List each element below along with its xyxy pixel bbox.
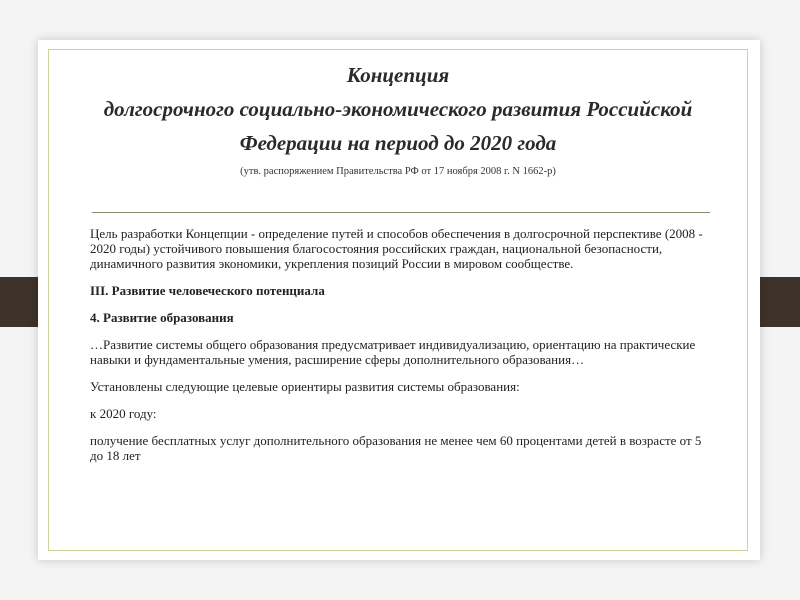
goal-paragraph: Цель разработки Концепции - определение путей и способов обеспечения в долгосрочной перспективе (2008 - 2020 годы) устойчивого повышения благосостояния российских граждан, национальной безопасности, динамичного развития экономики, укрепления позиций России в мировом сообществе.: [90, 226, 703, 271]
section-heading: III. Развитие человеческого потенциала: [90, 283, 325, 298]
title-line-1: Концепция: [346, 63, 450, 87]
slide-body: [90, 226, 710, 475]
slide-subtitle: (утв. распоряжением Правительства РФ от 17 ноября 2008 г. N 1662-р): [240, 166, 556, 177]
title-line-2: долгосрочного социально-экономического развития Российской: [103, 97, 693, 121]
education-paragraph: …Развитие системы общего образования предусматривает индивидуализацию, ориентацию на практические навыки и фундаментальные умения, расширение сферы дополнительного образования…: [90, 337, 696, 367]
title-divider: [92, 212, 710, 213]
targets-intro: Установлены следующие целевые ориентиры развития системы образования:: [90, 379, 520, 394]
target-item: получение бесплатных услуг дополнительного образования не менее чем 60 процентами детей в возрасте от 5 до 18 лет: [90, 433, 702, 463]
slide-title: [48, 58, 748, 160]
title-line-3: Федерации на период до 2020 года: [239, 131, 557, 155]
subsection-heading: 4. Развитие образования: [90, 310, 234, 325]
target-year: к 2020 году:: [90, 406, 157, 421]
